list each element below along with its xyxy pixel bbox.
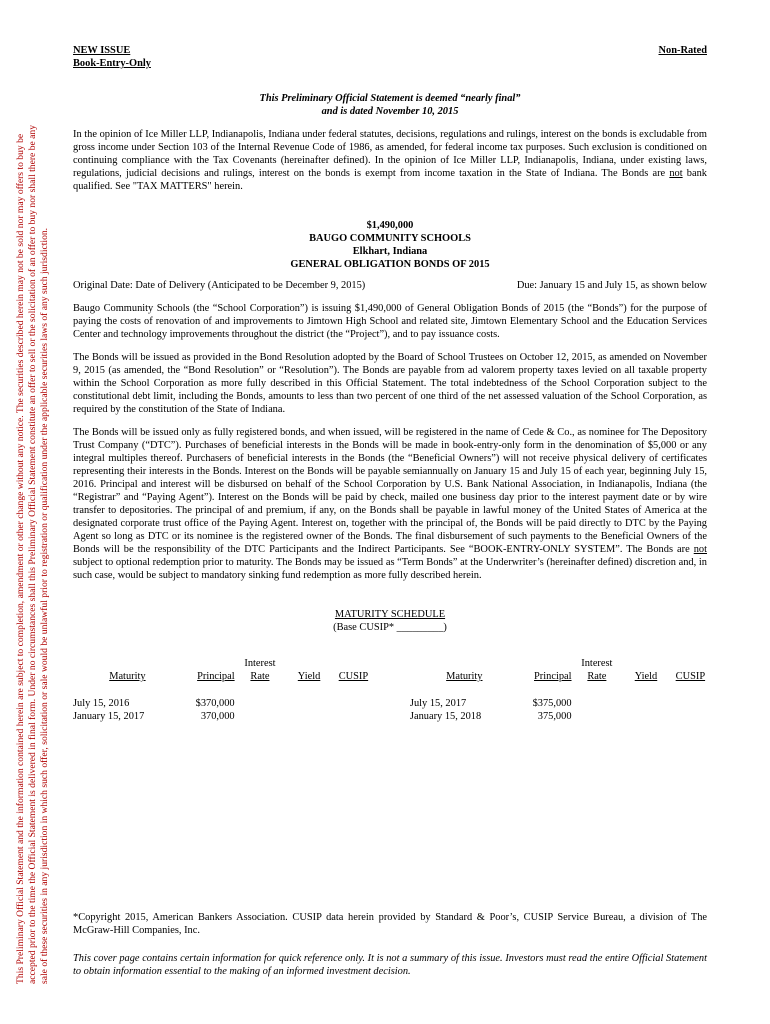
tax-opinion-not: not bbox=[669, 168, 683, 179]
header-row bbox=[73, 44, 707, 57]
rating-label: Non-Rated bbox=[658, 45, 707, 56]
maturity-cell: July 15, 2017 bbox=[409, 698, 467, 709]
new-issue-label: NEW ISSUE bbox=[73, 45, 131, 56]
due-date: Due: January 15 and July 15, as shown below bbox=[516, 280, 707, 291]
copyright-footnote: *Copyright 2015, American Bankers Association. CUSIP data herein provided by Standard & Poor’s, CUSIP Service Bureau, a division of The McGraw-Hill Companies, Inc. bbox=[73, 912, 707, 937]
yield-header: Yield bbox=[634, 671, 658, 682]
principal-header: Principal bbox=[534, 671, 572, 682]
table-row bbox=[73, 710, 711, 723]
book-entry-label: Book-Entry-Only bbox=[73, 58, 151, 69]
cover-page bbox=[73, 44, 707, 723]
maturity-header: Maturity bbox=[446, 671, 483, 682]
yield-header: Yield bbox=[297, 671, 321, 682]
registration-text: The Bonds will be issued only as fully registered bonds, and when issued, will be registered in the name of Cede & Co., as nominee for The Depository Trust Company (“DTC”). Purchases of beneficial interests in the Bonds will be made in book-entry-only form in the denomination of $5,000 or any integral multiples thereof. Purchasers of beneficial interests in the Bonds (the “Beneficial Owners”) will not receive physical delivery of certificates representing their interests in the Bonds. Interest on the Bonds will be payable semiannually on January 15 and July 15 of each year, beginning July 15, 2016. Principal and interest will be disbursed on behalf of the School Corporation by U.S. Bank National Association, in Indianapolis, Indiana (the “Registrar” and “Paying Agent”). Interest on the Bonds will be paid by check, mailed one business day prior to the interest payment date or by wire transfer to depositories. The principal of and premium, if any, on the Bonds shall be payable in lawful money of the United States of America at the designated corporate trust office of the Paying Agent. Interest on, together with the principal of, the Bonds will be paid directly to DTC by the Paying Agent so long as DTC or its nominee is the registered owner of the Bonds. The final disbursement of such payments to the Beneficial Owners of the Bonds will be the responsibility of the DTC Participants and the Indirect Participants. See “BOOK-ENTRY-ONLY SYSTEM”. The Bonds are bbox=[73, 427, 707, 555]
bond-amount: $1,490,000 bbox=[366, 220, 414, 231]
rate-header: Rate bbox=[587, 671, 607, 682]
tax-opinion-text: In the opinion of Ice Miller LLP, Indianapolis, Indiana under federal statutes, decisions, regulations and rulings, interest on the bonds is excludable from gross income under Section 103 of the Internal Revenue Code of 1986, as amended, for federal income tax purposes. Such exclusion is conditioned on continuing compliance with the Tax Covenants (hereinafter defined). In the opinion of Ice Miller LLP, Indianapolis, Indiana, under existing laws, regulations, judicial decisions and rulings, interest on the bonds is exempt from income taxation in the State of Indiana. The Bonds are bbox=[73, 129, 707, 179]
preliminary-line-1: This Preliminary Official Statement is deemed “nearly final” bbox=[259, 93, 521, 104]
tax-opinion-end: bank qualified. See "TAX MATTERS" herein. bbox=[73, 168, 707, 192]
maturity-header: Maturity bbox=[109, 671, 146, 682]
cusip-header: CUSIP bbox=[338, 671, 369, 682]
bond-title-block bbox=[73, 219, 707, 271]
principal-header: Principal bbox=[197, 671, 235, 682]
principal-cell: $375,000 bbox=[532, 698, 572, 709]
principal-cell: 375,000 bbox=[537, 711, 572, 722]
principal-cell: $370,000 bbox=[195, 698, 235, 709]
maturity-cell: January 15, 2018 bbox=[409, 711, 482, 722]
registration-paragraph bbox=[73, 426, 707, 582]
preliminary-notice bbox=[73, 92, 707, 118]
side-legend-line: accepted prior to the time the Official Statement is delivered in final form. Under no circumstances shall this Preliminary Official Statement constitute an offer to sell or the solicitation of an offer to buy nor shall there be any bbox=[27, 124, 39, 984]
maturity-schedule-heading bbox=[73, 608, 707, 634]
issuer-name: BAUGO COMMUNITY SCHOOLS bbox=[309, 233, 471, 244]
side-legend-line: sale of these securities in any jurisdiction in which such offer, solicitation or sale would be unlawful prior to registration or qualification under the applicable securities laws of any such jurisdiction. bbox=[39, 227, 51, 984]
bond-series-title: GENERAL OBLIGATION BONDS OF 2015 bbox=[290, 259, 490, 270]
interest-header: Interest bbox=[244, 658, 276, 669]
maturity-cell: July 15, 2016 bbox=[73, 698, 130, 709]
maturity-cell: January 15, 2017 bbox=[73, 711, 145, 722]
preliminary-line-2: and is dated November 10, 2015 bbox=[321, 106, 459, 117]
tax-opinion-paragraph bbox=[73, 128, 707, 193]
purpose-paragraph: Baugo Community Schools (the “School Corporation”) is issuing $1,490,000 of General Obligation Bonds of 2015 (the “Bonds”) for the purpose of paying the costs of renovation of and improvements to Jimtown High School and related site, Jimtown Elementary School and the Education Services Center and technology improvements throughout the district (the “Project”), and to pay issuance costs. bbox=[73, 303, 707, 340]
base-cusip-line: (Base CUSIP* _________) bbox=[333, 622, 447, 633]
principal-cell: 370,000 bbox=[200, 711, 235, 722]
resolution-paragraph: The Bonds will be issued as provided in the Bond Resolution adopted by the Board of School Trustees on October 12, 2015, as amended on November 9, 2015 (as amended, the “Bond Resolution” or “Resolution”). The Bonds are payable from ad valorem property taxes levied on all taxable property within the School Corporation as more fully described in this Official Statement. The total indebtedness of the School Corporation subject to the constitutional debt limit, including the Bonds, amounts to less than two percent of one third of the net assessed valuation of the School Corporation, as required by the constitution of the State of Indiana. bbox=[73, 352, 707, 415]
cover-page-note: This cover page contains certain information for quick reference only. It is not a summary of this issue. Investors must read the entire Official Statement to obtain information essential to the making of an informed investment decision. bbox=[73, 953, 707, 978]
registration-not: not bbox=[693, 544, 707, 555]
table-header-row bbox=[73, 657, 711, 683]
interest-header: Interest bbox=[581, 658, 613, 669]
side-legend-line: This Preliminary Official Statement and the information contained herein are subject to completion, amendment or other change without any notice. The securities described herein may not be sold nor may offers to buy be bbox=[15, 133, 26, 984]
registration-text-end: subject to optional redemption prior to maturity. The Bonds may be issued as “Term Bonds” at the Underwriter’s (hereinafter defined) discretion and, in such case, would be subject to mandatory sinking fund redemption as more fully described herein. bbox=[73, 557, 707, 581]
table-row bbox=[73, 697, 711, 710]
maturity-schedule-table bbox=[73, 657, 711, 723]
maturity-schedule-title: MATURITY SCHEDULE bbox=[334, 609, 446, 620]
side-legend bbox=[15, 0, 81, 984]
rate-header: Rate bbox=[250, 671, 270, 682]
dates-row bbox=[73, 279, 707, 292]
original-date: Original Date: Date of Delivery (Anticipated to be December 9, 2015) bbox=[73, 280, 366, 291]
cusip-header: CUSIP bbox=[675, 671, 706, 682]
issuer-location: Elkhart, Indiana bbox=[352, 246, 428, 257]
